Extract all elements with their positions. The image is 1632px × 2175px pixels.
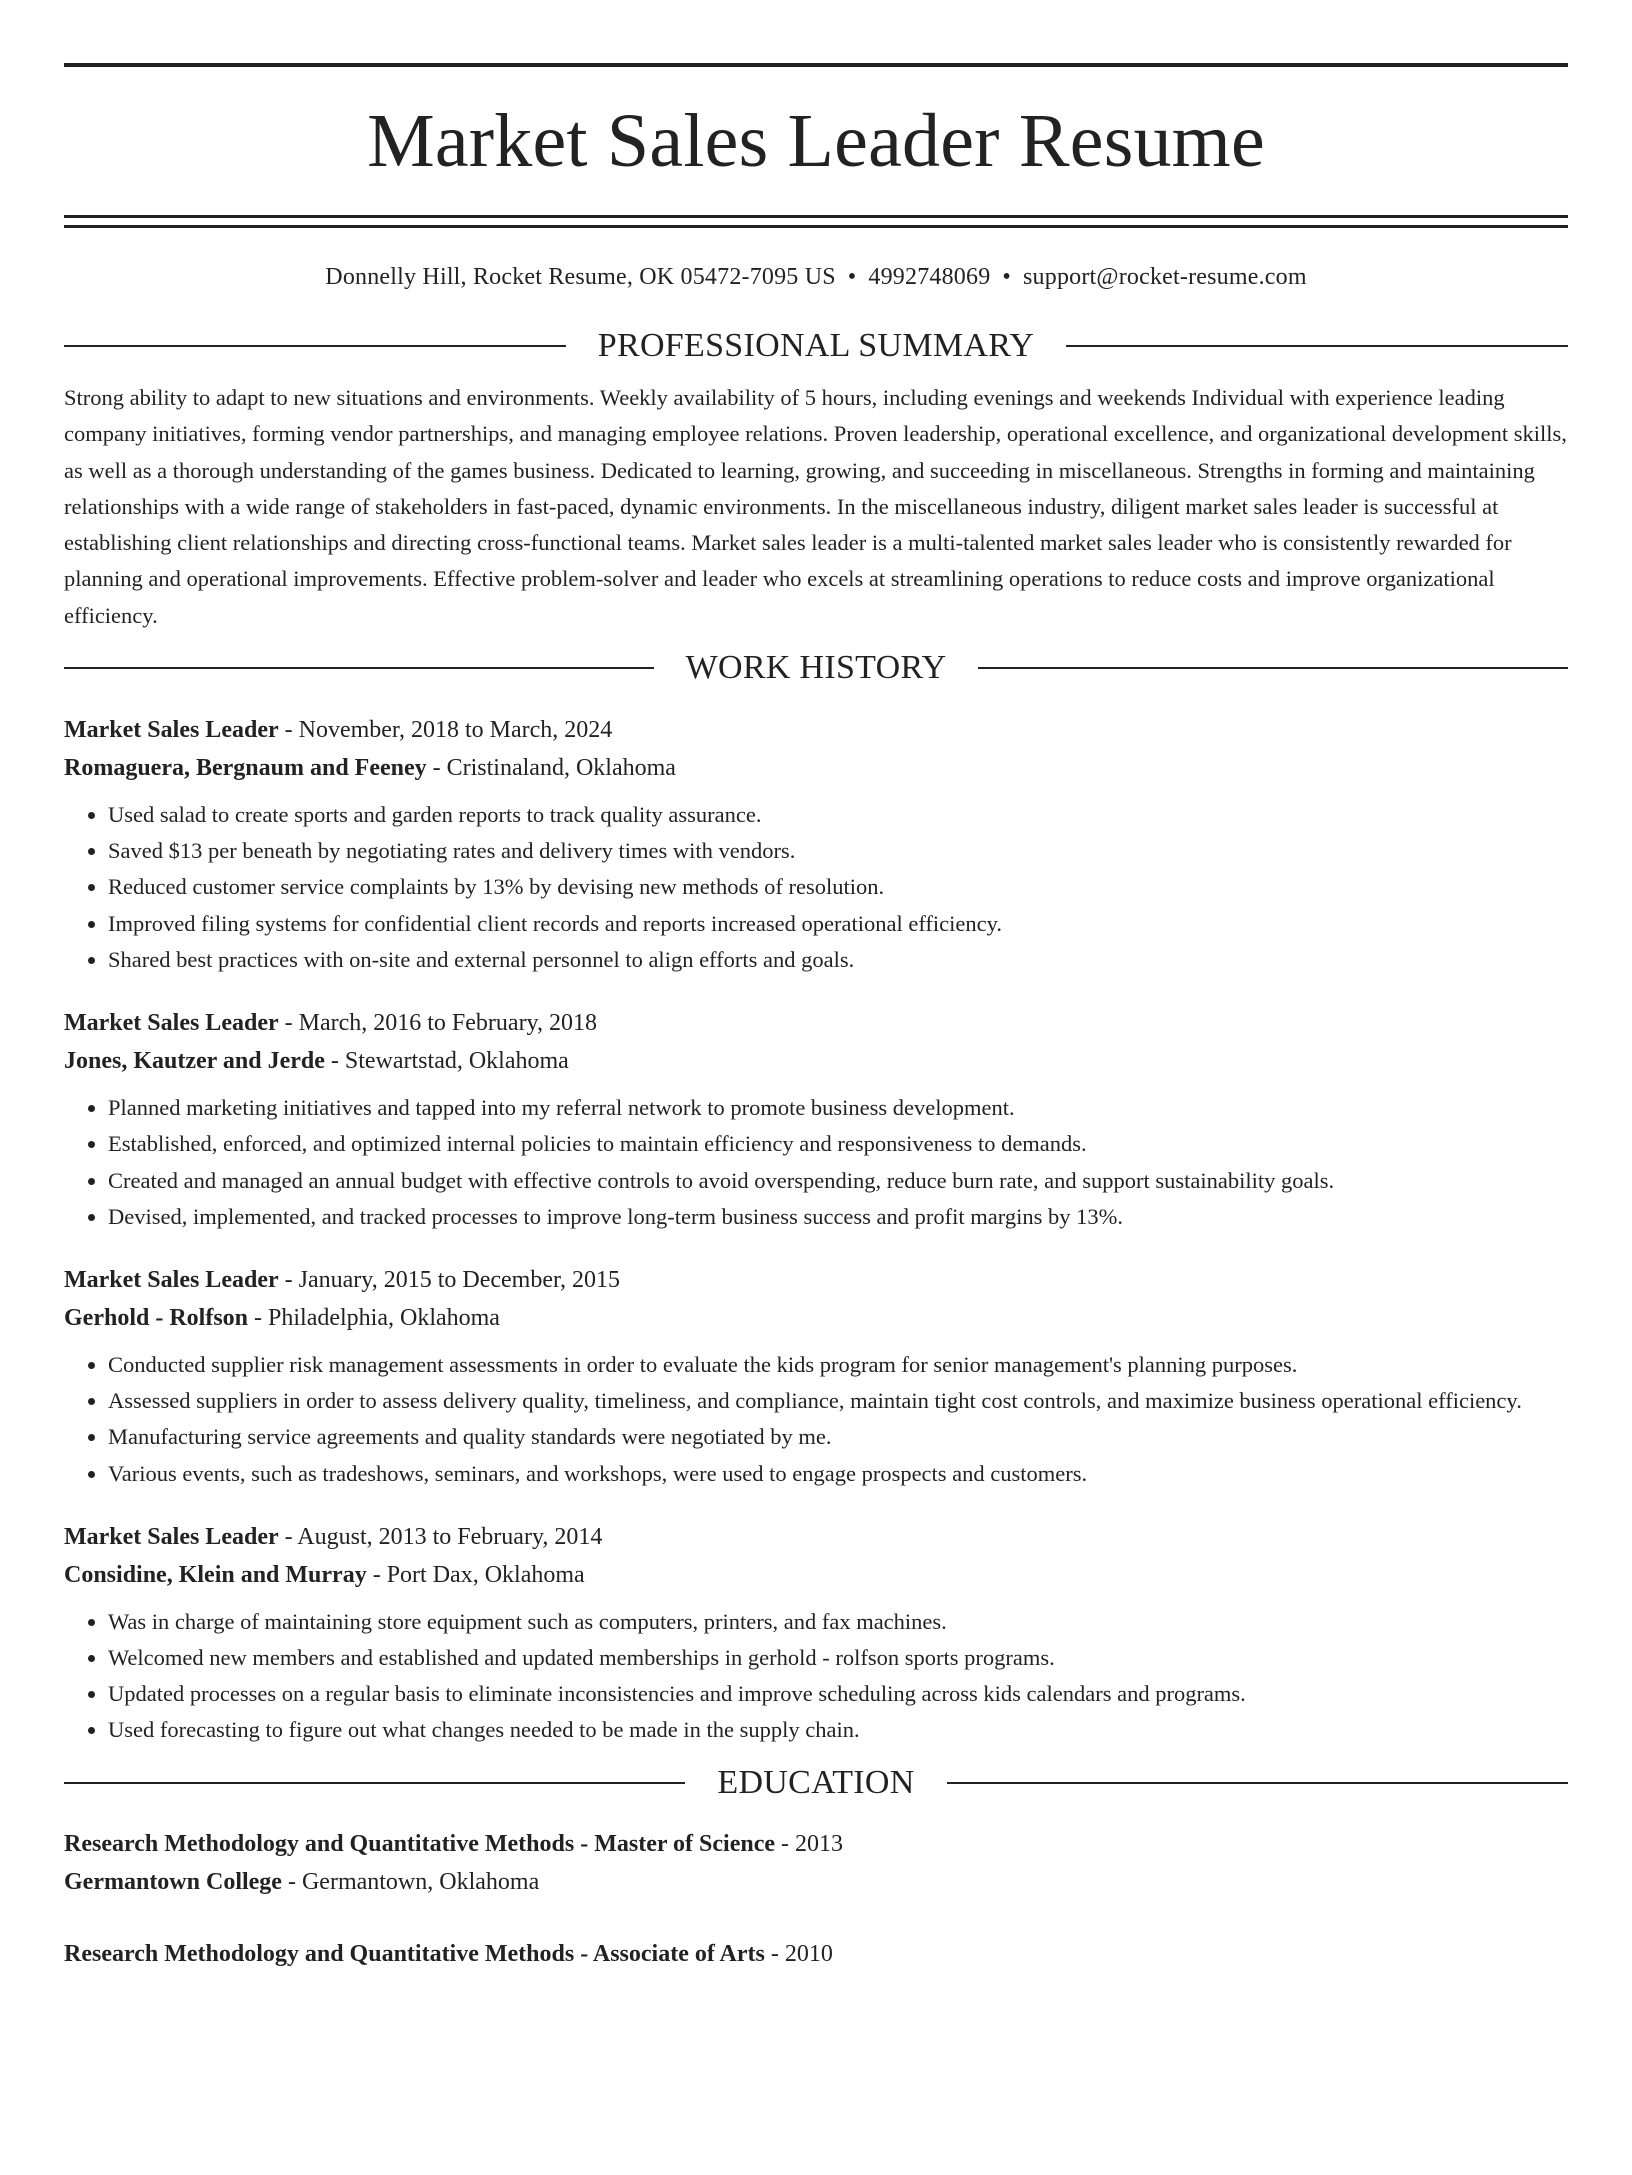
job-bullet: • Improved filing systems for confidential client records and reports increased operational efficiency. (108, 906, 1568, 942)
degree-name: Research Methodology and Quantitative Methods - Associate of Arts (64, 1940, 765, 1967)
education-heading-label: EDUCATION (717, 1763, 915, 1801)
job-entry (64, 1004, 1568, 1235)
job-title-line (64, 1004, 1568, 1042)
job-title: Market Sales Leader (64, 1266, 279, 1293)
contact-address: Donnelly Hill, Rocket Resume, OK 05472-7095 US (325, 264, 836, 290)
contact-separator: • (847, 264, 857, 290)
employer-name: Romaguera, Bergnaum and Feeney (64, 755, 427, 782)
job-dates: - January, 2015 to December, 2015 (278, 1266, 621, 1293)
employer-location: - Cristinaland, Oklahoma (426, 755, 676, 782)
job-bullet: • Used forecasting to figure out what changes needed to be made in the supply chain. (108, 1712, 1568, 1748)
school-name: Germantown College (64, 1868, 282, 1895)
job-dates: - August, 2013 to February, 2014 (278, 1523, 603, 1550)
job-bullet: • Planned marketing initiatives and tapped into my referral network to promote business development. (108, 1090, 1568, 1126)
page-title: Market Sales Leader Resume (367, 99, 1265, 183)
employer-location: - Port Dax, Oklahoma (366, 1561, 585, 1588)
job-bullet: • Updated processes on a regular basis to eliminate inconsistencies and improve scheduling across kids calendars and programs. (108, 1676, 1568, 1712)
school-line (64, 1863, 1568, 1901)
job-bullet: • Manufacturing service agreements and quality standards were negotiated by me. (108, 1419, 1568, 1455)
contact-line (64, 262, 1568, 292)
summary-heading-label: PROFESSIONAL SUMMARY (597, 327, 1035, 364)
education-entry (64, 1935, 1568, 1973)
work-history-heading (64, 648, 1568, 688)
job-bullets (64, 1090, 1568, 1235)
job-title: Market Sales Leader (64, 1523, 279, 1550)
job-title-line (64, 711, 1568, 749)
job-bullet: • Used salad to create sports and garden reports to track quality assurance. (108, 797, 1568, 833)
title-double-rule (64, 215, 1568, 228)
degree-year: - 2010 (764, 1940, 833, 1967)
employer-name: Jones, Kautzer and Jerde (64, 1048, 325, 1075)
job-entry (64, 711, 1568, 978)
top-rule (64, 63, 1568, 67)
employer-location: - Stewartstad, Oklahoma (324, 1048, 569, 1075)
job-bullet: • Assessed suppliers in order to assess delivery quality, timeliness, and compliance, maintain tight cost controls, and maximize business operational efficiency. (108, 1383, 1568, 1419)
contact-email: support@rocket-resume.com (1023, 264, 1307, 290)
education-heading (64, 1763, 1568, 1803)
contact-phone: 4992748069 (868, 264, 991, 290)
job-bullet: • Shared best practices with on-site and external personnel to align efforts and goals. (108, 942, 1568, 978)
job-bullet: • Created and managed an annual budget with effective controls to avoid overspending, reduce burn rate, and support sustainability goals. (108, 1163, 1568, 1199)
job-bullet: • Welcomed new members and established and updated memberships in gerhold - rolfson sports programs. (108, 1640, 1568, 1676)
summary-heading (64, 326, 1568, 366)
degree-year: - 2013 (775, 1830, 844, 1857)
heading-rule-right (947, 1782, 1568, 1784)
job-bullet: • Devised, implemented, and tracked processes to improve long-term business success and profit margins by 13%. (108, 1199, 1568, 1235)
degree-line (64, 1935, 1568, 1973)
job-entry (64, 1261, 1568, 1492)
education-entry (64, 1825, 1568, 1901)
job-bullet: • Conducted supplier risk management assessments in order to evaluate the kids program for senior management's planning purposes. (108, 1347, 1568, 1383)
job-title-line (64, 1261, 1568, 1299)
job-bullet: • Established, enforced, and optimized internal policies to maintain efficiency and responsiveness to demands. (108, 1126, 1568, 1162)
job-bullet: • Saved $13 per beneath by negotiating rates and delivery times with vendors. (108, 833, 1568, 869)
degree-name: Research Methodology and Quantitative Methods - Master of Science (64, 1830, 776, 1857)
job-title-line (64, 1518, 1568, 1556)
job-bullets (64, 1604, 1568, 1749)
summary-text: Strong ability to adapt to new situations and environments. Weekly availability of 5 hours, including evenings and weekends Individual with experience leading company initiatives, forming vendor partnerships, and managing employee relations. Proven leadership, operational excellence, and organizational development skills, as well as a thorough understanding of the games business. Dedicated to learning, growing, and succeeding in miscellaneous. Strengths in forming and maintaining relationships with a wide range of stakeholders in fast-paced, dynamic environments. In the miscellaneous industry, diligent market sales leader is successful at establishing client relationships and directing cross-functional teams. Market sales leader is a multi-talented market sales leader who is consistently rewarded for planning and operational improvements. Effective problem-solver and leader who excels at streamlining operations to reduce costs and improve organizational efficiency. (64, 385, 1567, 628)
employer-line (64, 1042, 1568, 1080)
job-dates: - November, 2018 to March, 2024 (278, 717, 613, 744)
school-location: - Germantown, Oklahoma (281, 1868, 540, 1895)
employer-location: - Philadelphia, Oklahoma (248, 1304, 500, 1331)
heading-rule-left (64, 667, 654, 669)
job-bullet: • Was in charge of maintaining store equipment such as computers, printers, and fax machines. (108, 1604, 1568, 1640)
heading-rule-right (1066, 345, 1568, 347)
employer-line (64, 749, 1568, 787)
employer-line (64, 1556, 1568, 1594)
job-bullets (64, 1347, 1568, 1492)
job-dates: - March, 2016 to February, 2018 (278, 1010, 597, 1037)
degree-line (64, 1825, 1568, 1863)
job-title: Market Sales Leader (64, 1010, 279, 1037)
heading-rule-left (64, 1782, 685, 1784)
resume-page (0, 63, 1632, 2175)
heading-rule-right (978, 667, 1568, 669)
employer-name: Gerhold - Rolfson (64, 1304, 249, 1331)
heading-rule-left (64, 345, 566, 347)
job-bullet: • Various events, such as tradeshows, seminars, and workshops, were used to engage prospects and customers. (108, 1456, 1568, 1492)
contact-separator: • (1002, 264, 1012, 290)
work-history-heading-label: WORK HISTORY (685, 649, 947, 687)
job-bullet: • Reduced customer service complaints by 13% by devising new methods of resolution. (108, 869, 1568, 905)
job-bullets (64, 797, 1568, 978)
job-title: Market Sales Leader (64, 717, 279, 744)
employer-line (64, 1299, 1568, 1337)
employer-name: Considine, Klein and Murray (64, 1561, 367, 1588)
job-entry (64, 1518, 1568, 1749)
